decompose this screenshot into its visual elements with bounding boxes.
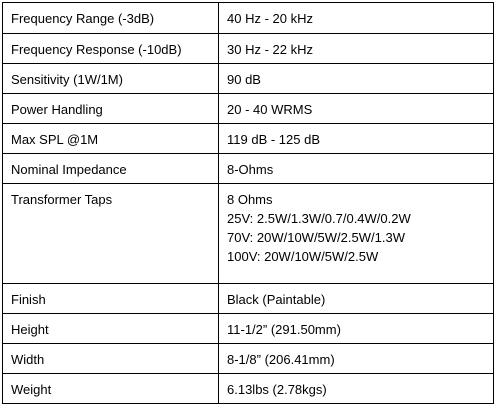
table-row [3, 94, 494, 124]
spec-label: Height [3, 314, 219, 344]
table-row [3, 344, 494, 374]
spec-value: 30 Hz - 22 kHz [219, 34, 494, 64]
spec-label: Power Handling [3, 94, 219, 124]
spec-label: Width [3, 344, 219, 374]
spec-value: 11-1/2” (291.50mm) [219, 314, 494, 344]
table-row [3, 184, 494, 284]
spec-value-line: 100V: 20W/10W/5W/2.5W [227, 249, 379, 264]
spec-value [219, 184, 494, 284]
table-row [3, 124, 494, 154]
table-row [3, 374, 494, 404]
spec-label: Nominal Impedance [3, 154, 219, 184]
spec-label: Max SPL @1M [3, 124, 219, 154]
spec-value: 119 dB - 125 dB [219, 124, 494, 154]
spec-value: 8-1/8” (206.41mm) [219, 344, 494, 374]
specifications-table [2, 2, 494, 404]
spec-label: Weight [3, 374, 219, 404]
spec-label: Finish [3, 284, 219, 314]
spec-value: Black (Paintable) [219, 284, 494, 314]
spec-value-line: 70V: 20W/10W/5W/2.5W/1.3W [227, 230, 405, 245]
table-row [3, 3, 494, 34]
spec-value: 90 dB [219, 64, 494, 94]
spec-value: 40 Hz - 20 kHz [219, 3, 494, 34]
table-row [3, 64, 494, 94]
spec-label: Transformer Taps [3, 184, 219, 284]
spec-label: Frequency Response (-10dB) [3, 34, 219, 64]
table-row [3, 314, 494, 344]
spec-value: 20 - 40 WRMS [219, 94, 494, 124]
table-row [3, 284, 494, 314]
spec-value: 6.13lbs (2.78kgs) [219, 374, 494, 404]
spec-label: Sensitivity (1W/1M) [3, 64, 219, 94]
spec-label: Frequency Range (-3dB) [3, 3, 219, 34]
table-row [3, 34, 494, 64]
spec-value: 8-Ohms [219, 154, 494, 184]
table-row [3, 154, 494, 184]
spec-value-line: 8 Ohms [227, 192, 273, 207]
spec-value-line: 25V: 2.5W/1.3W/0.7/0.4W/0.2W [227, 211, 411, 226]
